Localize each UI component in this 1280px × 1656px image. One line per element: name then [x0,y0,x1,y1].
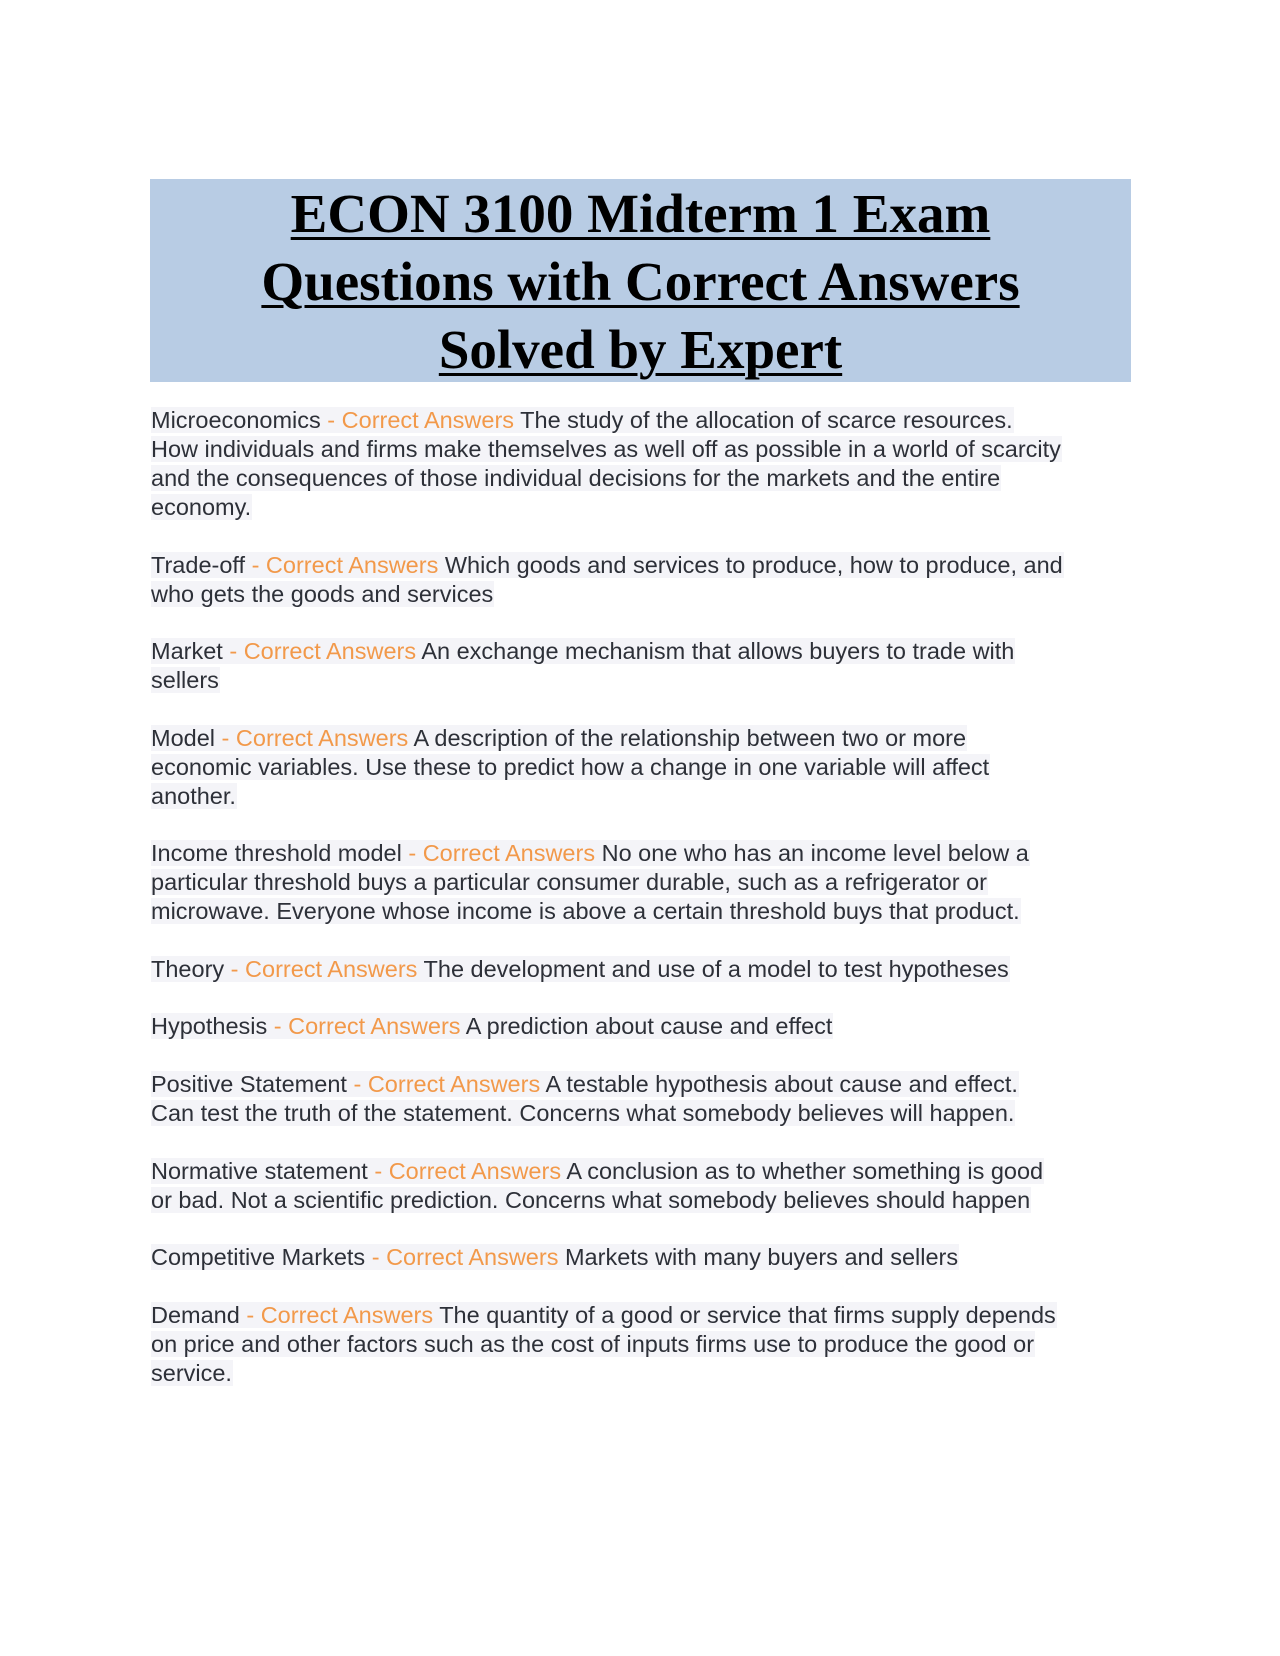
entry-first-line [151,839,1136,868]
correct-answers-tag: - Correct Answers [367,1158,567,1184]
correct-answers-tag: - Correct Answers [267,1013,466,1039]
entry-term: Income threshold model [151,840,402,866]
entry-line: or bad. Not a scientific prediction. Concerns what somebody believes should happen [151,1187,1031,1213]
entry-line: microwave. Everyone whose income is above a certain threshold buys that product. [151,898,1020,924]
title-line-1: ECON 3100 Midterm 1 Exam [290,183,991,244]
entry-term: Competitive Markets [151,1244,366,1270]
title-line-3: Solved by Expert [438,319,843,380]
entry-line: another. [151,783,236,809]
entry-term: Theory [151,956,225,982]
entry-theory [151,955,1136,984]
entry-line: and the consequences of those individual decisions for the markets and the entire [151,465,1001,491]
entry-line: Can test the truth of the statement. Concerns what somebody believes will happen. [151,1100,1015,1126]
entry-term: Demand [151,1302,240,1328]
entry-line: on price and other factors such as the cost of inputs firms use to produce the good or [151,1331,1035,1357]
entry-term: Market [151,638,223,664]
entry-first-line [151,1243,1136,1272]
correct-answers-tag: - Correct Answers [245,552,445,578]
entry-demand [151,1301,1136,1388]
entry-definition: Which goods and services to produce, how to produce, and [444,552,1063,578]
entry-first-line [151,955,1136,984]
correct-answers-tag: - Correct Answers [224,956,424,982]
entry-line: How individuals and firms make themselves as well off as possible in a world of scarcity [151,436,1061,462]
entry-definition: A testable hypothesis about cause and effect. [545,1071,1018,1097]
entry-line: sellers [151,667,219,693]
correct-answers-tag: - Correct Answers [346,1071,546,1097]
title-line-2: Questions with Correct Answers [261,251,1020,312]
entry-definition: The study of the allocation of scarce resources. [520,407,1013,433]
entry-definition: An exchange mechanism that allows buyers to trade with [421,638,1015,664]
entry-first-line [151,406,1136,435]
entry-term: Trade-off [151,552,246,578]
entry-definition: The development and use of a model to test hypotheses [423,956,1009,982]
entry-line: particular threshold buys a particular consumer durable, such as a refrigerator or [151,869,987,895]
correct-answers-tag: - Correct Answers [320,407,521,433]
entry-first-line [151,1012,1136,1041]
entry-line: who gets the goods and services [151,581,494,607]
entry-term: Model [151,725,216,751]
entry-first-line [151,1157,1136,1186]
correct-answers-tag: - Correct Answers [222,638,422,664]
entry-term: Microeconomics [151,407,321,433]
entry-definition: A conclusion as to whether something is good [566,1158,1044,1184]
entry-definition: Markets with many buyers and sellers [564,1244,959,1270]
entry-definition: A prediction about cause and effect [465,1013,833,1039]
entry-hypothesis [151,1012,1136,1041]
entry-line: service. [151,1360,232,1386]
entry-term: Positive Statement [151,1071,347,1097]
entry-definition: The quantity of a good or service that firms supply depends [439,1302,1056,1328]
entry-term: Normative statement [151,1158,368,1184]
entry-normative-statement [151,1157,1136,1215]
correct-answers-tag: - Correct Answers [239,1302,440,1328]
entry-definition: No one who has an income level below a [601,840,1029,866]
entry-first-line [151,1301,1136,1330]
entry-competitive-markets [151,1243,1136,1272]
entry-microeconomics [151,406,1136,522]
title-banner [150,179,1131,382]
entry-line: economy. [151,494,252,520]
entry-positive-statement [151,1070,1136,1128]
entry-market [151,637,1136,695]
entry-first-line [151,637,1136,666]
entry-line: economic variables. Use these to predict how a change in one variable will affect [151,754,990,780]
entry-trade-off [151,551,1136,609]
entry-first-line [151,551,1136,580]
entry-model [151,724,1136,811]
correct-answers-tag: - Correct Answers [215,725,414,751]
correct-answers-tag: - Correct Answers [401,840,602,866]
correct-answers-tag: - Correct Answers [365,1244,565,1270]
entry-income-threshold-model [151,839,1136,926]
entry-term: Hypothesis [151,1013,268,1039]
entry-definition: A description of the relationship between two or more [413,725,967,751]
entry-first-line [151,724,1136,753]
entry-first-line [151,1070,1136,1099]
